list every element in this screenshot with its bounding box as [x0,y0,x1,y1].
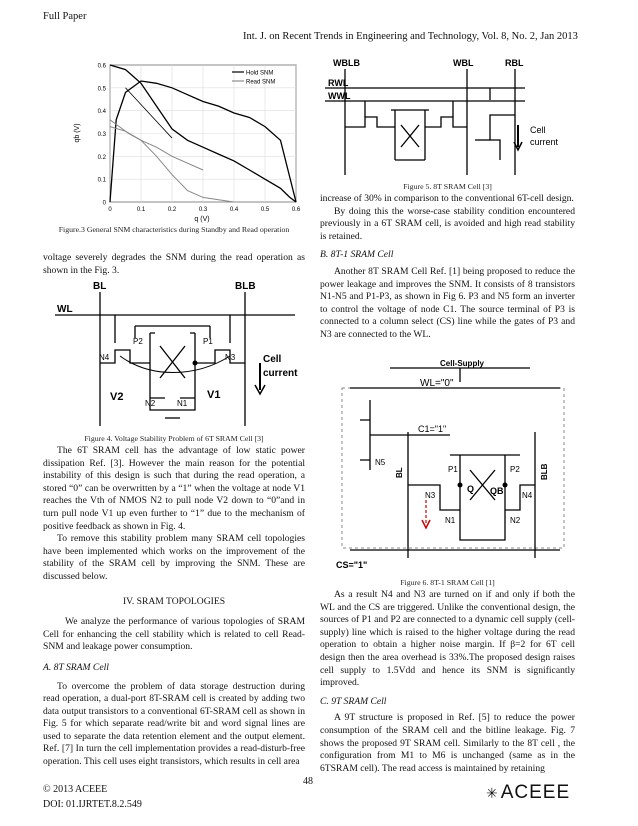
fig5-cell: Cell [530,125,546,135]
subsection-a: A. 8T SRAM Cell [43,661,109,673]
y-tick-label: 0.2 [97,154,106,161]
fig5-rbl: RBL [505,58,524,68]
fig4-circuit [55,278,305,430]
fig6-n2: N2 [510,516,521,525]
fig4-caption: Figure 4. Voltage Stability Problem of 6T SRAM Cell [3] [84,434,264,443]
fig5-current: current [530,137,559,147]
fig5-rwl: RWL [328,78,349,88]
left-column-body [43,445,305,769]
fig4-p2: P2 [133,337,143,346]
footer-doi: DOI: 01.IJRTET.8.2.549 [43,799,142,810]
y-tick-label: 0.4 [97,109,106,116]
fig5-circuit [325,55,575,180]
fig6-wl: WL="0" [420,378,454,389]
fig6-bl: BL [395,467,404,478]
fig4-bl: BL [93,281,107,292]
fig4-cell: Cell [263,354,282,365]
fig4-n2: N2 [145,399,156,408]
star-icon: ✳ [486,785,499,801]
y-tick-label: 0.6 [97,63,106,70]
footer-copyright: © 2013 ACEEE [43,784,108,795]
x-tick-label: 0.4 [229,207,239,213]
x-tick-label: 0.3 [198,207,208,213]
fig5-wbl: WBL [453,58,474,68]
y-tick-label: 0.3 [97,132,106,138]
left-text-top [43,252,305,277]
fig6-c1: C1="1" [418,424,447,434]
fig4-v1: V1 [207,389,221,401]
logo-text: ACEEE [500,782,571,803]
fig6-q: Q [467,484,475,494]
x-tick-label: 0.6 [291,207,300,213]
para-fig3-ref: voltage severely degrades the SNM during the read operation as shown in the Fig. 3. [43,252,305,276]
fig6-circuit [330,360,575,575]
fig6-supply: Cell-Supply [440,360,485,368]
right-column-body [320,589,575,775]
x-tick-label: 0.1 [136,207,146,213]
fig4-blb: BLB [235,281,256,292]
para-8t1: Another 8T SRAM Cell Ref. [1] being proposed to reduce the power leakage and improves the SNM. It consists of 8 transistors N1-N5 and P1-P3, as shown in Fig 6. P3 and N5 form an inverter to control the voltage of node C1. The source terminal of P3 is connected to a column select (CS) line while the gates of P3 and N3 are connected to the WL. [320,265,575,340]
y-axis-label: qb (V) [74,123,81,143]
fig4-v2: V2 [110,391,124,403]
x-tick-label: 0 [108,207,112,213]
para-8t: To overcome the problem of data storage destruction during read operation, a dual-port 8T-SRAM cell is created by adding two data output transistors to a conventional 6T-SRAM cell as shown in Fig. 5 for which separate read/write bit and word signal lines are used to separate the data retention element and the output element. Ref. [7] In turn the cell implementation provides a read-disturb-free operation. This cell uses eight transistors, which results in cell area [43,680,305,768]
fig4-n3: N3 [225,353,236,362]
fig6-qb: QB [490,486,504,496]
fig4-current: current [263,368,298,379]
fig6-blb: BLB [540,463,549,480]
fig6-n3: N3 [425,491,436,500]
fig4-wl: WL [57,304,73,315]
fig6-n5: N5 [375,458,386,467]
journal-citation: Int. J. on Recent Trends in Engineering and Technology, Vol. 8, No. 2, Jan 2013 [243,31,578,42]
subsection-b: B. 8T-1 SRAM Cell [320,249,394,261]
para-topologies: To remove this stability problem many SRAM cell topologies have been implemented which works on the improvement of the stability of the SRAM cell by improving the SNM. These are discussed below. [43,533,305,582]
snm-chart [72,55,300,225]
acee-logo [486,782,570,804]
fig4-n4: N4 [99,353,110,362]
fig4-p1: P1 [203,337,213,346]
fig4-n1: N1 [177,399,188,408]
fig5-wblb: WBLB [333,58,360,68]
fig5-caption: Figure 5. 8T SRAM Cell [3] [403,182,492,191]
section-heading: IV. SRAM TOPOLOGIES [122,595,226,607]
fig6-caption: Figure 6. 8T-1 SRAM Cell [1] [400,578,495,587]
fig6-p1: P1 [448,465,458,474]
para-30pct: increase of 30% in comparison to the conventional 6T-cell design. [320,193,574,204]
y-tick-label: 0.5 [97,86,106,93]
fig6-p2: P2 [510,465,520,474]
para-n4-n3: As a result N4 and N3 are turned on if and only if both the WL and the CS are triggered. Unlike the conventional design, the sources of P1 and P2 are connected to a dynamic cell supply (cell-supply) line which is raised to the higher voltage during the read operation to obtain a higher noise margin. If β=2 for 6T cell design then the area overhead is 33%.The proposed design raises cell supply to 1.5Vdd and hence its SNM is significantly improved. [320,589,575,689]
para-analysis: We analyze the performance of various topologies of SRAM Cell for enhancing the cell stability which is related to cell Read-SNM and leakage power consumption. [43,616,305,653]
x-tick-label: 0.5 [260,207,270,213]
legend-hold: Hold SNM [246,70,274,77]
page-number: 48 [303,776,313,787]
para-6t-advantage: The 6T SRAM cell has the advantage of low static power dissipation Ref. [3]. However the main reason for the potential instability of this design is such that during the read operation, a stored “0” can be overwritten by a “1” when the voltage at node V1 reaches the Vth of NMOS N2 to pull node V2 down to “0”and in turn pull node V1 up even further to “1” due to the mechanism of positive feedback as shown in Fig. 4. [43,445,305,532]
fig3-caption: Figure.3 General SNM characteristics during Standby and Read operation [58,225,290,234]
subsection-c: C. 9T SRAM Cell [320,695,387,707]
fig6-n4: N4 [522,491,533,500]
para-9t: A 9T structure is proposed in Ref. [5] to reduce the power consumption of the SRAM cell and the bitline leakage. Fig. 7 shows the proposed 9T SRAM cell. Similarly to the 8T cell , the configuration from M1 to M6 is unchanged (same as in the 6TSRAM cell). The read access is maintained by retaining [320,712,575,774]
x-tick-label: 0.2 [167,207,177,213]
x-tick-labels [108,207,300,213]
right-text-top [320,193,575,342]
legend-read: Read SNM [246,79,276,86]
fig6-cs: CS="1" [336,560,368,570]
y-tick-label: 0 [102,200,106,207]
para-stability: By doing this the worse-case stability condition encountered previously in a 6T SRAM cell, is avoided and high read stability is retained. [320,205,575,242]
journal-type: Full Paper [43,11,87,22]
y-tick-label: 0.1 [97,177,106,184]
fig6-n1: N1 [445,516,456,525]
x-axis-label: q (V) [194,216,210,223]
fig5-wwl: WWL [328,91,351,101]
y-tick-labels [98,64,107,207]
